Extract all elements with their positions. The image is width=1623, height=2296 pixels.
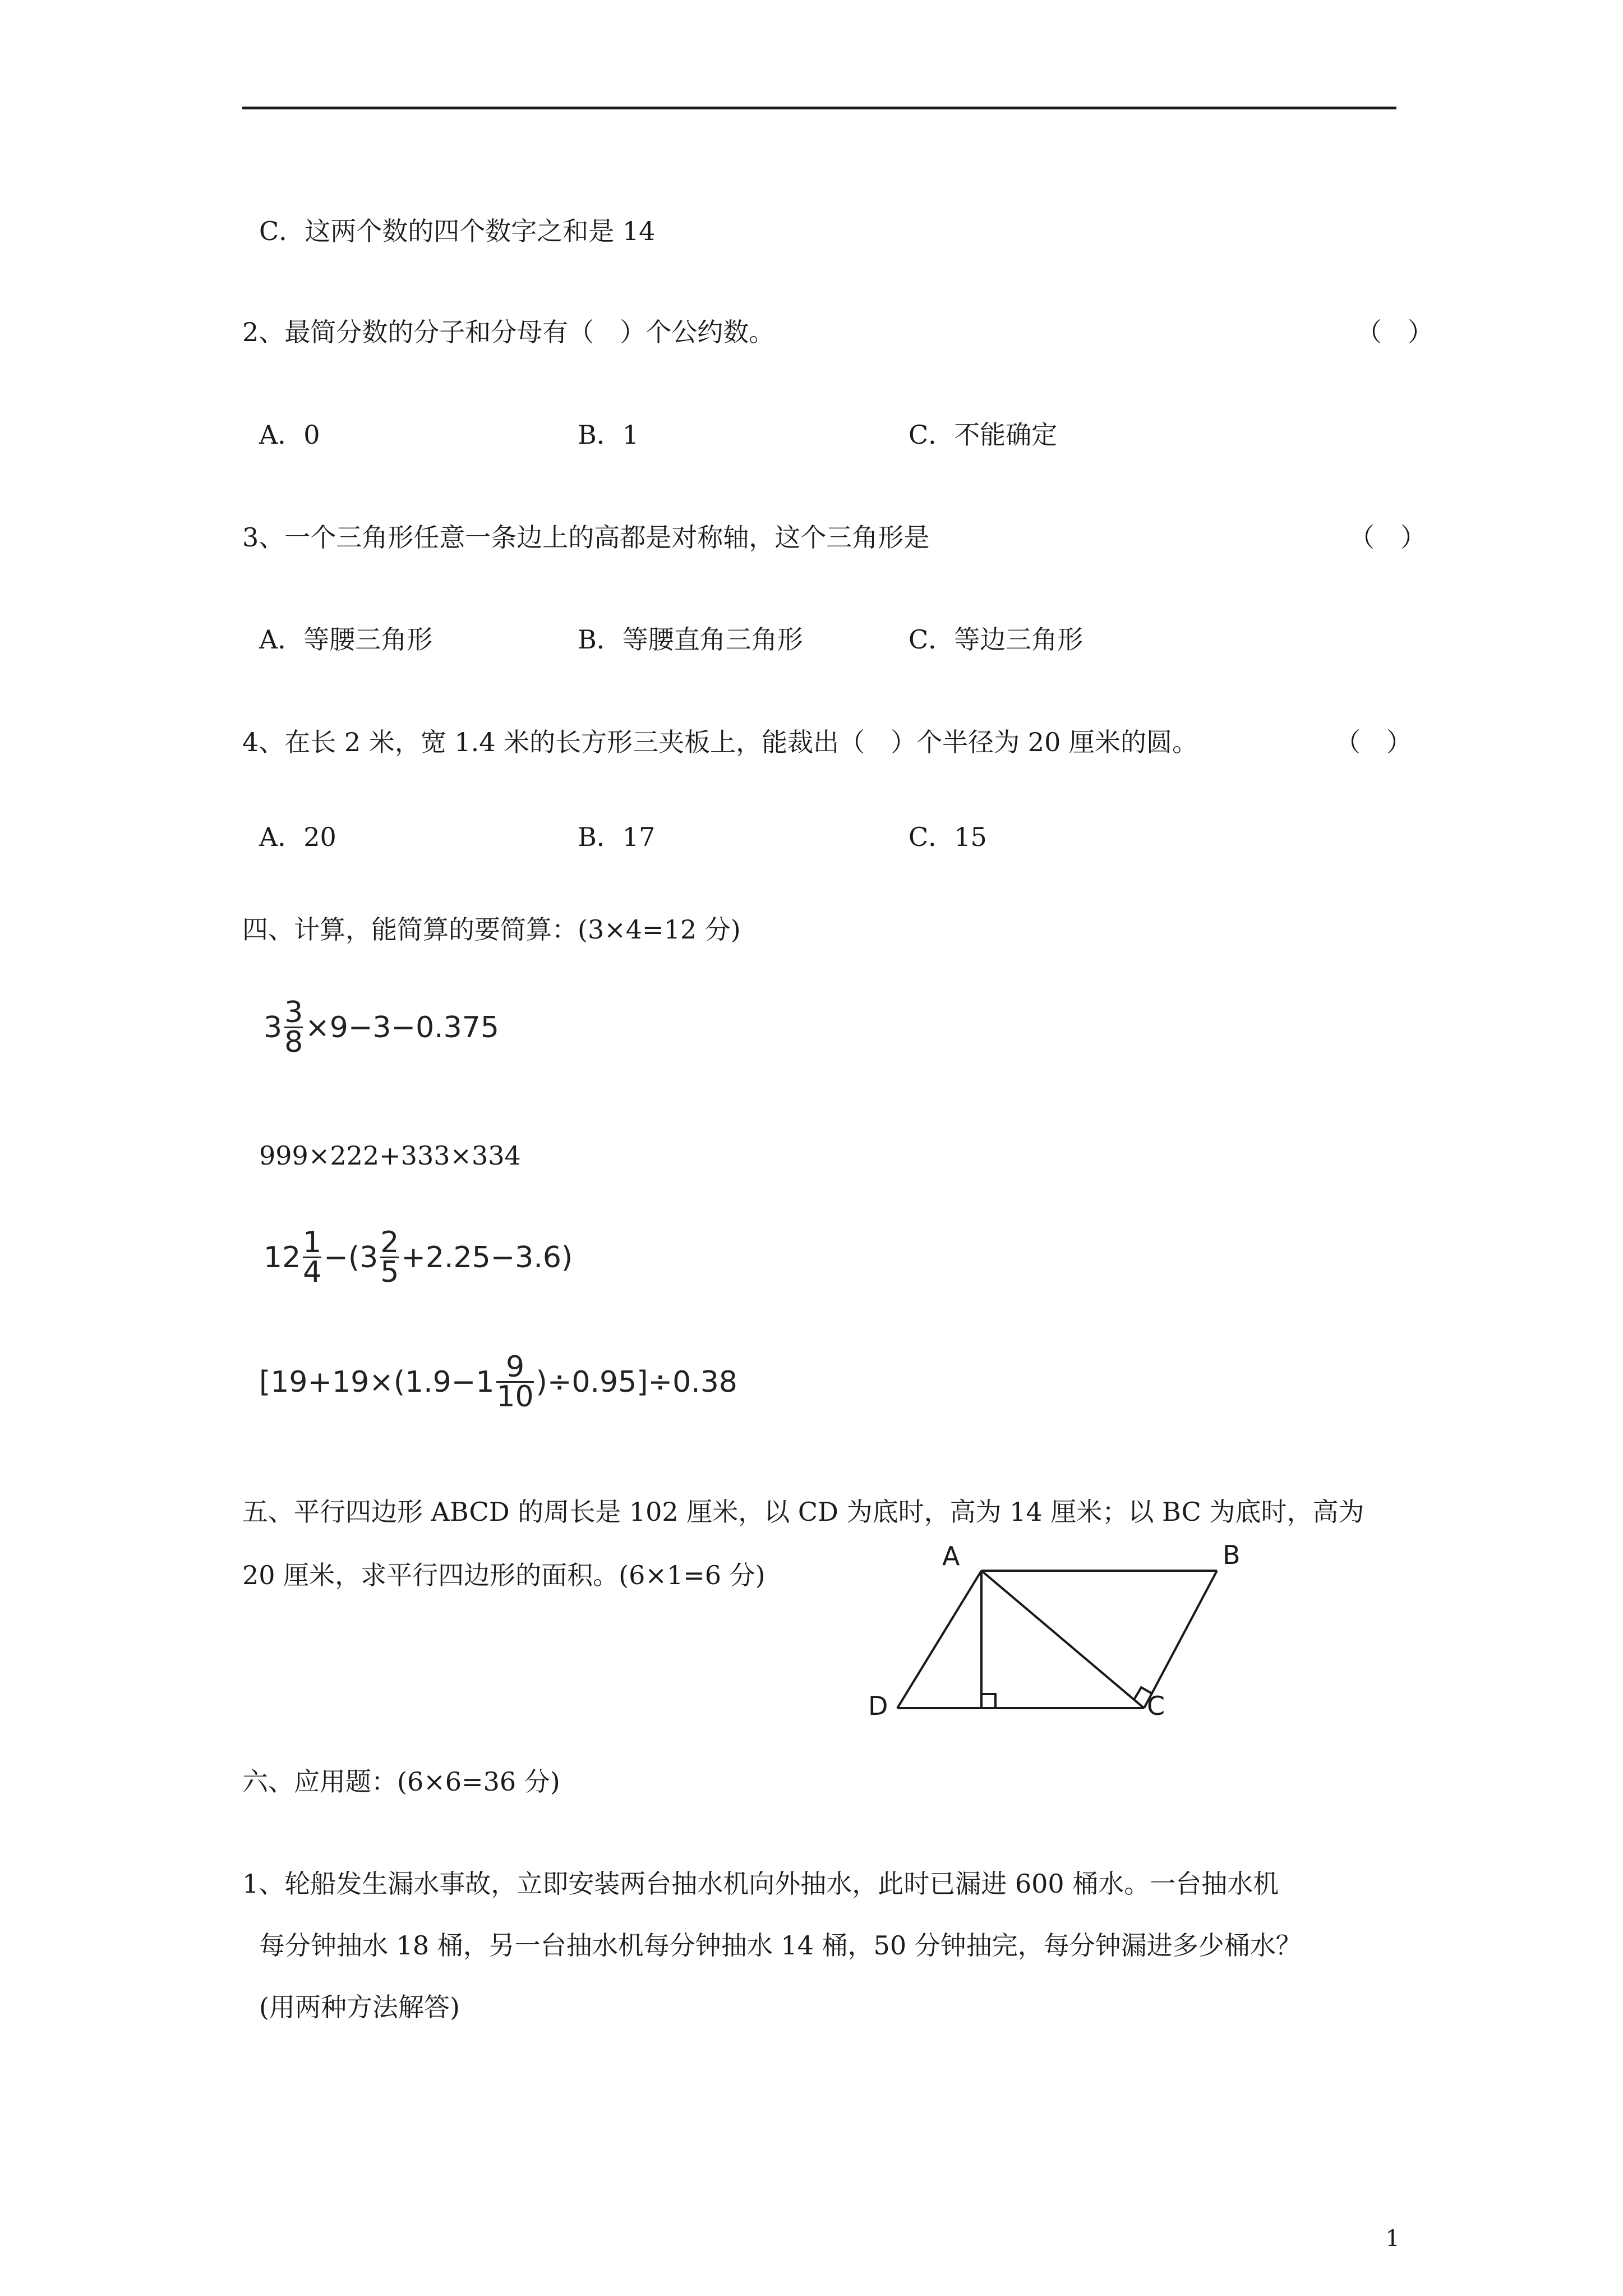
q4-option-c: C．15 [909,822,987,852]
expr3-fraction-2: $\frac{2}{5}$ [380,1226,399,1289]
label-c: C [1147,1691,1165,1721]
expr4-fraction: $\frac{9}{10}$ [496,1350,534,1414]
expr4-pre: [19+19×(1.9−1 [259,1365,495,1399]
right-angle-mark-cd [981,1694,995,1708]
header-rule [242,107,1396,109]
q2-answer-paren: （ ） [1356,317,1433,347]
q2-stem: 2、最简分数的分子和分母有（ ）个公约数。 [242,317,775,347]
section5-line1: 五、平行四边形 ABCD 的周长是 102 厘米，以 CD 为底时，高为 14 厘米；以 BC 为底时，高为 [242,1497,1364,1527]
section6-q1-line1: 1、轮船发生漏水事故，立即安装两台抽水机向外抽水，此时已漏进 600 桶水。一台抽水机 [242,1869,1279,1899]
expr1-fraction: $\frac{3}{8}$ [284,996,303,1059]
section6-title: 六、应用题：(6×6=36 分) [242,1766,560,1797]
q3-option-b: B．等腰直角三角形 [578,624,803,655]
label-d: D [868,1691,888,1721]
label-b: B [1223,1540,1241,1570]
height-to-bc [981,1571,1144,1708]
q2-option-c: C．不能确定 [909,420,1058,450]
q2-option-b: B．1 [578,420,639,450]
expr1-whole: 3 [264,1010,283,1045]
q4-stem: 4、在长 2 米，宽 1.4 米的长方形三夹板上，能裁出（ ）个半径为 20 厘米的圆。 [242,727,1198,757]
q1-option-c: C．这两个数的四个数字之和是 14 [259,216,656,246]
q3-stem: 3、一个三角形任意一条边上的高都是对称轴，这个三角形是 [242,522,930,553]
side-bc [1144,1571,1217,1708]
side-da [897,1571,981,1708]
calc-expression-3 [264,1226,573,1289]
q4-option-b: B．17 [578,822,656,852]
section6-q1-line3: (用两种方法解答) [259,1992,460,2022]
expr3-fraction-1: $\frac{1}{4}$ [303,1226,322,1289]
section6-q1-line2: 每分钟抽水 18 桶，另一台抽水机每分钟抽水 14 桶，50 分钟抽完，每分钟漏进多少桶水？ [259,1930,1302,1961]
calc-expression-4 [259,1350,737,1414]
section4-title: 四、计算，能简算的要简算：(3×4=12 分) [242,914,741,945]
expr3-rest: +2.25−3.6) [401,1240,573,1274]
expr3-whole: 12 [264,1240,301,1274]
calc-expression-1 [264,996,499,1059]
q3-option-c: C．等边三角形 [909,624,1083,655]
parallelogram-figure [864,1537,1256,1722]
q3-option-a: A．等腰三角形 [259,624,433,655]
expr3-mid: −(3 [324,1240,379,1274]
calc-expression-2: 999×222+333×334 [259,1140,521,1171]
expr1-rest: ×9−3−0.375 [305,1010,499,1045]
q4-answer-paren: （ ） [1335,727,1412,757]
q3-answer-paren: （ ） [1349,522,1426,553]
label-a: A [942,1541,960,1571]
q4-option-a: A．20 [259,822,336,852]
section5-line2: 20 厘米，求平行四边形的面积。(6×1=6 分) [242,1560,766,1590]
expr4-rest: )÷0.95]÷0.38 [536,1365,737,1399]
page-number: 1 [1385,2226,1400,2252]
q2-option-a: A．0 [259,420,320,450]
